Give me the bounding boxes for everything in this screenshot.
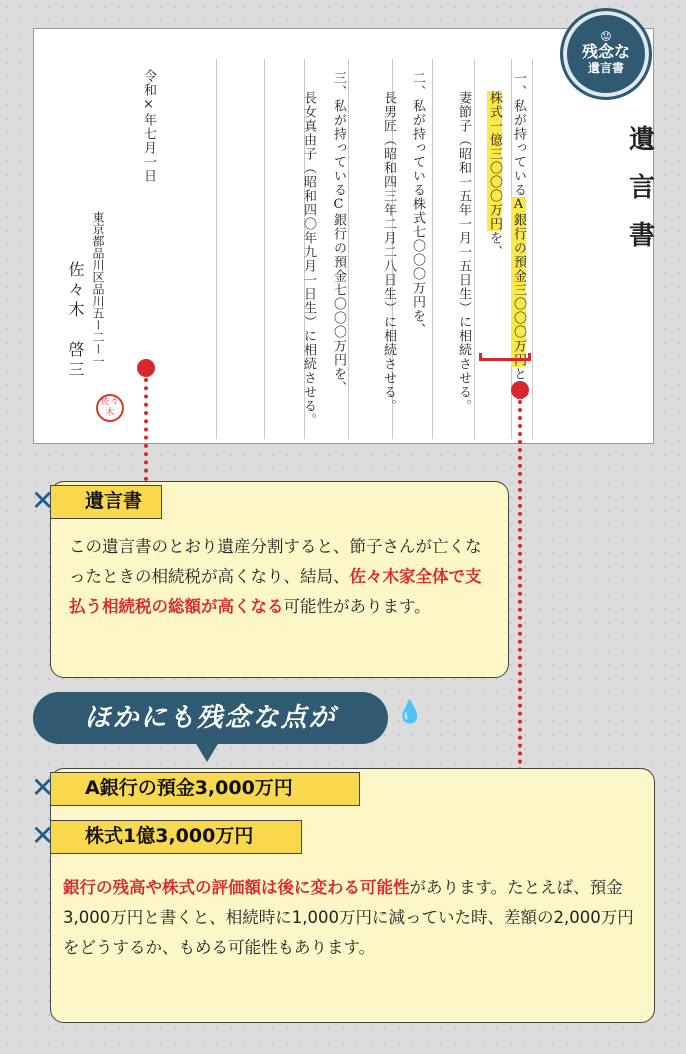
banner-tail [195,742,219,762]
note2-tag-stock: 株式1億3,000万円 [50,820,302,854]
rule-line [532,59,533,439]
badge-sub-label: 遺言書 [587,61,624,75]
note1-body: この遺言書のとおり遺産分割すると、節子さんが亡くなったときの相続税が高くなり、結局、佐々木家全体で支払う相続税の総額が高くなる可能性があります。 [69,537,482,616]
disappointing-will-badge [560,8,652,100]
will-signer: 佐々木 啓三 [66,261,85,381]
highlight-deposit: A銀行の預金三〇〇〇万円 [511,197,526,367]
other-issues-banner: ほかにも残念な点が [33,692,388,744]
will-document [33,28,654,444]
highlight-bracket [479,353,531,361]
connector-dotted-line [144,378,148,481]
x-mark-icon: ✕ [31,819,55,852]
worried-face-icon: 😟 [600,30,612,43]
clause2-line2: 長男匠（昭和四三年二月二八日生）に相続させる。 [381,91,396,413]
will-address: 東京都品川区品川五ー二ー一 [91,211,105,367]
note-will-issue [31,481,509,678]
clause1-line2: 株式一億三〇〇〇万円を、 [487,91,502,259]
will-title-char: 遺 [629,125,656,155]
note2-body: 銀行の残高や株式の評価額は後に変わる可能性があります。たとえば、預金3,000万円と書くと、相続時に1,000万円に減っていた時、差額の2,000万円をどうするか、もめる可能性もあります。 [63,878,634,957]
rule-line [474,59,475,439]
note-other-issues [31,768,655,1023]
badge-main-label: 残念な [581,42,630,61]
clause1-line1: 一、私が持っているA銀行の預金三〇〇〇万円と [511,71,526,381]
will-date: 令和×年七月一日 [141,69,156,183]
clause1-line3: 妻節子（昭和一五年一月一五日生）に相続させる。 [456,91,471,413]
clause2-line1: 二、私が持っている株式七〇〇〇万円を、 [410,71,425,337]
connector-dot [511,381,529,399]
note2-tag-deposit: A銀行の預金3,000万円 [50,772,360,806]
will-title-char: 書 [629,221,656,251]
rule-line [348,59,349,439]
x-mark-icon: ✕ [31,484,55,517]
clause3-line2: 長女真由子（昭和四〇年九月一日生）に相続させる。 [301,91,316,427]
sweat-drop-icon: 💧 [396,700,424,725]
rule-line [216,59,217,439]
connector-dot [137,359,155,377]
highlight-stock: 株式一億三〇〇〇万円 [487,91,502,231]
note1-tag: 遺言書 [50,485,162,519]
will-title-char: 言 [629,173,656,203]
rule-line [432,59,433,439]
connector-dotted-line [518,400,522,772]
seal-hanko: 佐々木 [96,394,124,422]
rule-line [264,59,265,439]
clause3-line1: 三、私が持っているC銀行の預金七〇〇〇万円を、 [331,71,346,395]
x-mark-icon: ✕ [31,771,55,804]
